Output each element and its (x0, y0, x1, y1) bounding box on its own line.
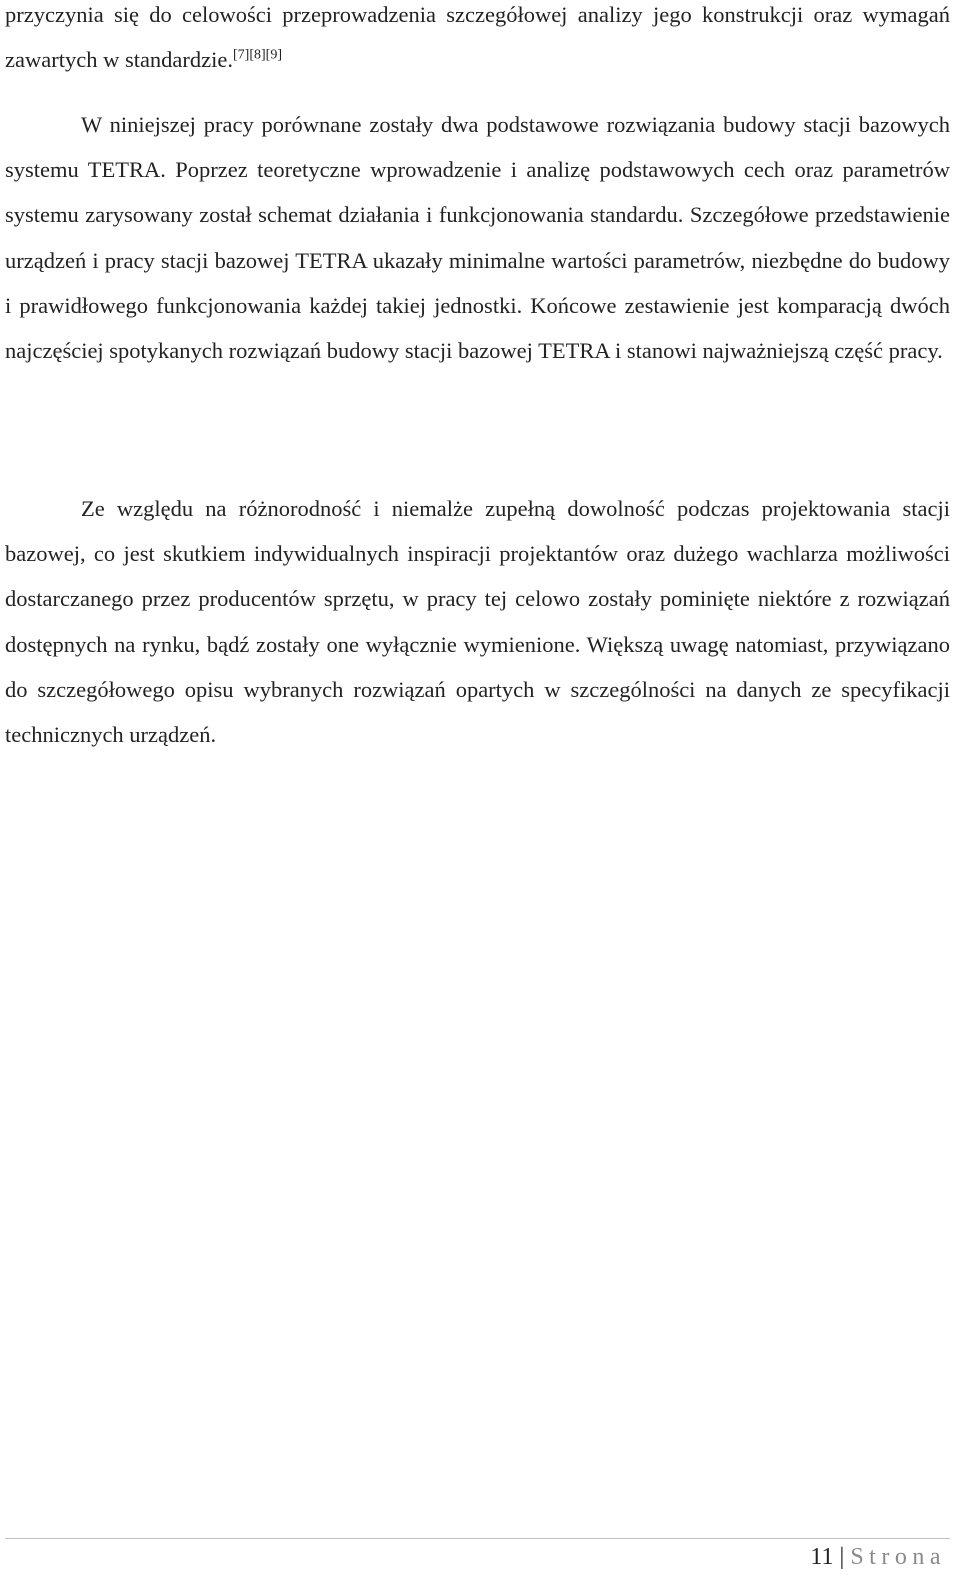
paragraph-2: W niniejszej pracy porównane zostały dwa podstawowe rozwiązania budowy stacji bazowych systemu TETRA. Poprzez teoretyczne wprowadzenie i analizę podstawowych cech oraz parametrów systemu zarysowany został schemat działania i funkcjonowania standardu. Szczegółowe przedstawienie urządzeń i pracy stacji bazowej TETRA ukazały minimalne wartości parametrów, niezbędne do budowy i prawidłowego funkcjonowania każdej takiej jednostki. Końcowe zestawienie jest komparacją dwóch najczęściej spotykanych rozwiązań budowy stacji bazowej TETRA i stanowi najważniejszą część pracy. (5, 112, 950, 364)
page-number: 11 (810, 1544, 834, 1570)
footer-divider (5, 1538, 950, 1539)
paragraph-3: Ze względu na różnorodność i niemalże zupełną dowolność podczas projektowania stacji bazowej, co jest skutkiem indywidualnych inspiracji projektantów oraz dużego wachlarza możliwości dostarczanego przez producentów sprzętu, w pracy tej celowo zostały pominięte niektóre z rozwiązań dostępnych na rynku, bądź zostały one wyłącznie wymienione. Większą uwagę natomiast, przywiązano do szczegółowego opisu wybranych rozwiązań opartych w szczególności na danych ze specyfikacji technicznych urządzeń. (5, 496, 950, 748)
page-label: Strona (850, 1544, 946, 1570)
paragraph-1-text: przyczynia się do celowości przeprowadzenia szczegółowej analizy jego konstrukcji oraz wymagań zawartych w standardzie. (5, 2, 950, 73)
paragraph-1 (5, 0, 950, 82)
citation-reference: [7][8][9] (233, 47, 282, 63)
footer-separator: | (839, 1544, 845, 1570)
document-page (5, 0, 950, 1575)
page-footer (810, 1542, 946, 1572)
